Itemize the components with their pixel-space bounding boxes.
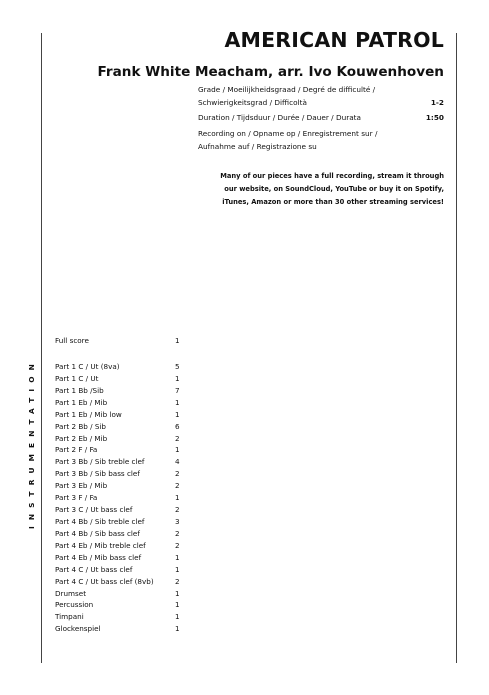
- list-item: [55, 468, 185, 480]
- part-count: 1: [175, 336, 180, 345]
- parts-list: [55, 361, 185, 635]
- part-name: Full score: [55, 336, 89, 345]
- list-item: [55, 504, 185, 516]
- part-name: Part 4 C / Ut bass clef: [55, 564, 133, 574]
- part-count: 1: [175, 588, 180, 598]
- list-item: [55, 361, 185, 373]
- list-item: [55, 576, 185, 588]
- part-count: 1: [175, 409, 180, 419]
- composer-arranger: Frank White Meacham, arr. Ivo Kouwenhoven: [97, 64, 444, 80]
- list-item: [55, 492, 185, 504]
- part-name: Part 2 F / Fa: [55, 445, 98, 455]
- list-item: [55, 480, 185, 492]
- grade-value: 1-2: [430, 97, 444, 107]
- part-count: 2: [175, 528, 180, 538]
- list-item: [55, 540, 185, 552]
- grade-label-line2: Schwierigkeitsgrad / Difficoltà: [198, 97, 307, 107]
- part-name: Timpani: [55, 612, 84, 622]
- right-divider-line: [456, 33, 457, 663]
- part-name: Part 3 Bb / Sib bass clef: [55, 469, 140, 479]
- part-count: 2: [175, 540, 180, 550]
- streaming-note-line3: iTunes, Amazon or more than 30 other streaming services!: [222, 198, 444, 206]
- list-item: [55, 397, 185, 409]
- list-item: [55, 409, 185, 421]
- list-item: [55, 552, 185, 564]
- list-item: [55, 516, 185, 528]
- part-name: Part 2 Eb / Mib: [55, 433, 108, 443]
- part-count: 2: [175, 505, 180, 515]
- list-item: [55, 564, 185, 576]
- list-item: [55, 335, 185, 347]
- left-divider-line: [41, 33, 42, 663]
- list-item: [55, 433, 185, 445]
- part-count: 1: [175, 564, 180, 574]
- streaming-note-line1: Many of our pieces have a full recording, stream it through: [220, 172, 444, 180]
- part-name: Part 3 C / Ut bass clef: [55, 505, 133, 515]
- recording-label-line1: Recording on / Opname op / Enregistrement sur /: [198, 129, 378, 138]
- list-item: [55, 385, 185, 397]
- part-name: Drumset: [55, 588, 87, 598]
- streaming-note: [198, 170, 444, 209]
- part-name: Part 4 Bb / Sib treble clef: [55, 516, 145, 526]
- duration-value: 1:50: [425, 113, 444, 122]
- grade-block: [198, 84, 444, 109]
- part-count: 1: [175, 445, 180, 455]
- part-name: Part 1 C / Ut (8va): [55, 362, 120, 371]
- part-name: Part 3 F / Fa: [55, 493, 98, 503]
- part-count: 2: [175, 433, 180, 443]
- part-name: Part 1 Bb /Sib: [55, 385, 104, 395]
- list-item: [55, 599, 185, 611]
- list-item: [55, 373, 185, 385]
- list-item: [55, 456, 185, 468]
- part-name: Glockenspiel: [55, 624, 101, 634]
- part-count: 1: [175, 397, 180, 407]
- part-name: Part 1 C / Ut: [55, 373, 99, 383]
- part-count: 2: [175, 469, 180, 479]
- list-item: [55, 421, 185, 433]
- list-item: [55, 444, 185, 456]
- part-count: 1: [175, 373, 180, 383]
- part-name: Part 3 Bb / Sib treble clef: [55, 457, 145, 467]
- grade-row: [198, 97, 444, 110]
- part-count: 2: [175, 576, 180, 586]
- duration-row: [198, 112, 444, 125]
- part-name: Part 3 Eb / Mib: [55, 481, 108, 491]
- list-item: [55, 528, 185, 540]
- piece-title: AMERICAN PATROL: [224, 28, 444, 52]
- part-count: 3: [175, 516, 180, 526]
- part-name: Part 1 Eb / Mib: [55, 397, 108, 407]
- part-count: 1: [175, 552, 180, 562]
- part-name: Part 4 Bb / Sib bass clef: [55, 528, 140, 538]
- grade-label-line1: Grade / Moeilijkheidsgraad / Degré de difficulté /: [198, 85, 376, 94]
- part-count: 1: [175, 624, 180, 634]
- part-count: 1: [175, 600, 180, 610]
- streaming-note-line2: our website, on SoundCloud, YouTube or buy it on Spotify,: [224, 185, 444, 193]
- part-name: Part 2 Bb / Sib: [55, 421, 106, 431]
- part-count: 6: [175, 421, 180, 431]
- list-item: [55, 588, 185, 600]
- list-item: [55, 623, 185, 635]
- part-count: 1: [175, 612, 180, 622]
- recording-label-line2: Aufnahme auf / Registrazione su: [198, 141, 317, 151]
- duration-block: [198, 112, 444, 125]
- list-item: [55, 611, 185, 623]
- part-name: Part 4 Eb / Mib treble clef: [55, 540, 146, 550]
- recording-block: [198, 128, 444, 153]
- part-count: 1: [175, 493, 180, 503]
- part-name: Part 4 C / Ut bass clef (8vb): [55, 576, 154, 586]
- part-name: Part 1 Eb / Mib low: [55, 409, 122, 419]
- instrumentation-heading: INSTRUMENTATION: [27, 358, 36, 529]
- part-name: Percussion: [55, 600, 94, 610]
- part-count: 2: [175, 481, 180, 491]
- part-count: 5: [175, 362, 180, 371]
- full-score-list: [55, 335, 185, 347]
- duration-label: Duration / Tijdsduur / Durée / Dauer / Durata: [198, 113, 361, 122]
- part-count: 7: [175, 385, 180, 395]
- part-count: 4: [175, 457, 180, 467]
- part-name: Part 4 Eb / Mib bass clef: [55, 552, 142, 562]
